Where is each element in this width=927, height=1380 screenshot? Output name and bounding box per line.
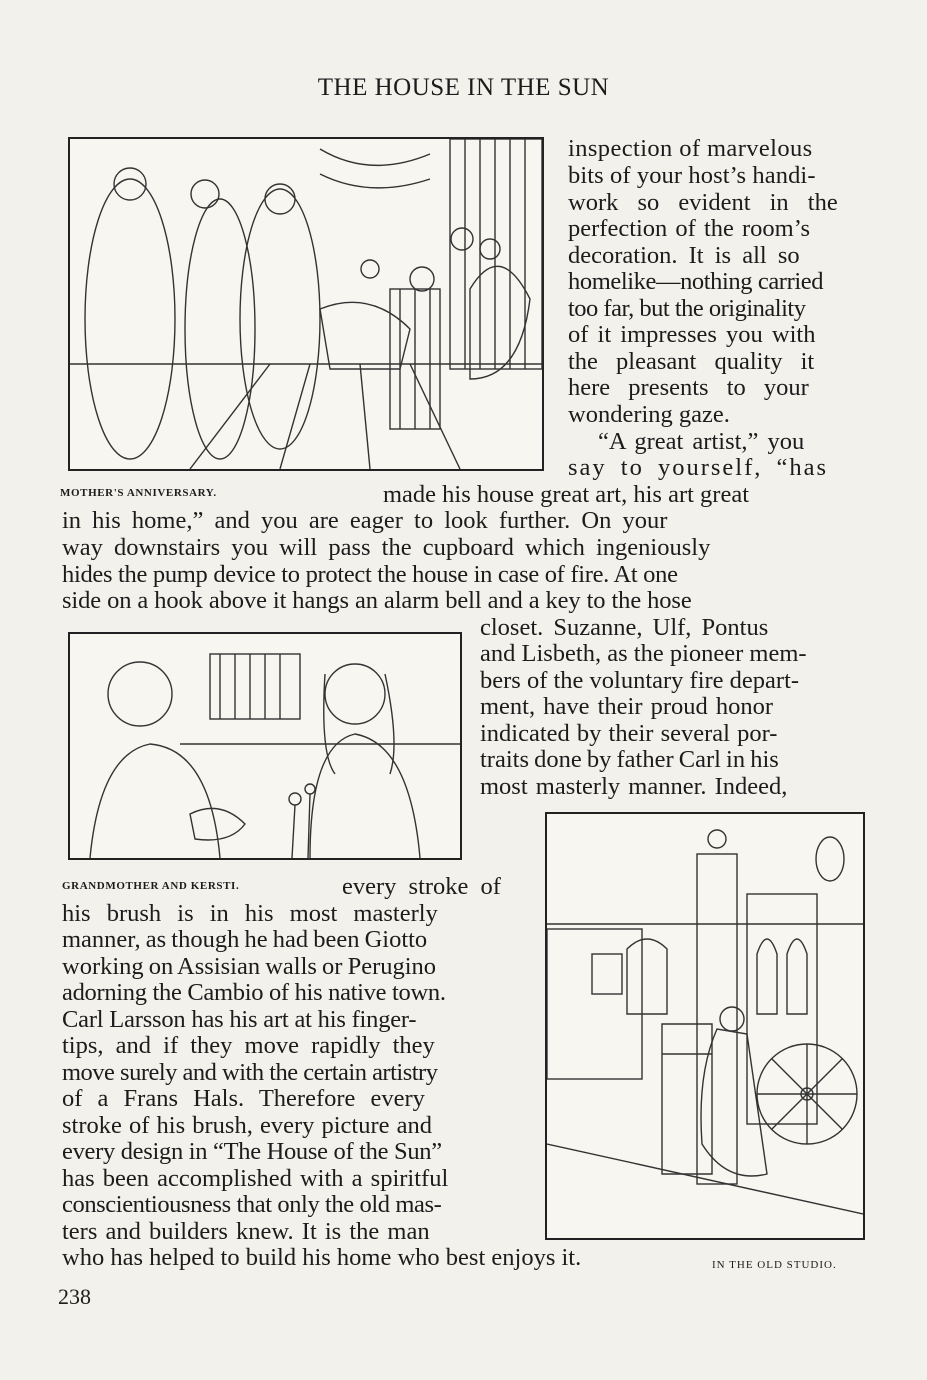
text-line: his brush is in his most masterly [62,900,438,927]
text-line: “A great artist,” you [598,428,805,455]
text-line: made his house great art, his art great [383,481,750,508]
running-title: THE HOUSE IN THE SUN [317,74,610,101]
illustration-grandmother-and-kersti [68,632,462,860]
text-line: who has helped to build his home who best enjoys it. [62,1244,582,1271]
text-line: every stroke of [342,873,501,900]
caption-in-the-old-studio: IN THE OLD STUDIO. [712,1259,837,1271]
text-line: conscientiousness that only the old mas- [62,1191,442,1218]
text-line: bers of the voluntary fire depart- [480,667,800,694]
illustration-mothers-anniversary [68,137,544,471]
text-line: has been accomplished with a spiritful [62,1165,449,1192]
text-line: manner, as though he had been Giotto [62,926,428,953]
text-line: here presents to your [568,374,809,401]
text-line: too far, but the originality [568,295,806,322]
text-line: indicated by their several por- [480,720,778,747]
text-line: closet. Suzanne, Ulf, Pontus [480,614,769,641]
text-line: move surely and with the certain artistry [62,1059,438,1086]
illustration-in-the-old-studio [545,812,865,1240]
illustration-icon [547,814,863,1238]
text-line: ters and builders knew. It is the man [62,1218,430,1245]
text-line: bits of your host’s handi- [568,162,816,189]
text-line: way downstairs you will pass the cupboard which ingeniously [62,534,711,561]
caption-mothers-anniversary: MOTHER'S ANNIVERSARY. [60,487,217,499]
text-line: of it impresses you with [568,321,816,348]
text-line: work so evident in the [568,189,838,216]
text-line: every design in “The House of the Sun” [62,1138,442,1165]
text-line: inspection of marvelous [568,135,813,162]
text-line: ment, have their proud honor [480,693,774,720]
text-line: adorning the Cambio of his native town. [62,979,446,1006]
text-line: traits done by father Carl in his [480,746,779,773]
text-line: working on Assisian walls or Perugino [62,953,437,980]
text-line: Carl Larsson has his art at his finger- [62,1006,417,1033]
text-line: side on a hook above it hangs an alarm bell and a key to the hose [62,587,692,614]
text-line: most masterly manner. Indeed, [480,773,788,800]
text-line: in his home,” and you are eager to look further. On your [62,507,668,534]
text-line: perfection of the room’s [568,215,811,242]
page-number: 238 [58,1284,91,1309]
text-line: decoration. It is all so [568,242,800,269]
illustration-icon [70,634,460,858]
text-line: say to yourself, “has [568,454,829,481]
text-line: wondering gaze. [568,401,730,428]
text-line: homelike—nothing carried [568,268,824,295]
text-line: tips, and if they move rapidly they [62,1032,435,1059]
text-line: and Lisbeth, as the pioneer mem- [480,640,807,667]
text-line: the pleasant quality it [568,348,815,375]
text-line: of a Frans Hals. Therefore every [62,1085,425,1112]
caption-grandmother-and-kersti: GRANDMOTHER AND KERSTI. [62,880,240,892]
illustration-icon [70,139,542,469]
text-line: hides the pump device to protect the house in case of fire. At one [62,561,678,588]
text-line: stroke of his brush, every picture and [62,1112,432,1139]
